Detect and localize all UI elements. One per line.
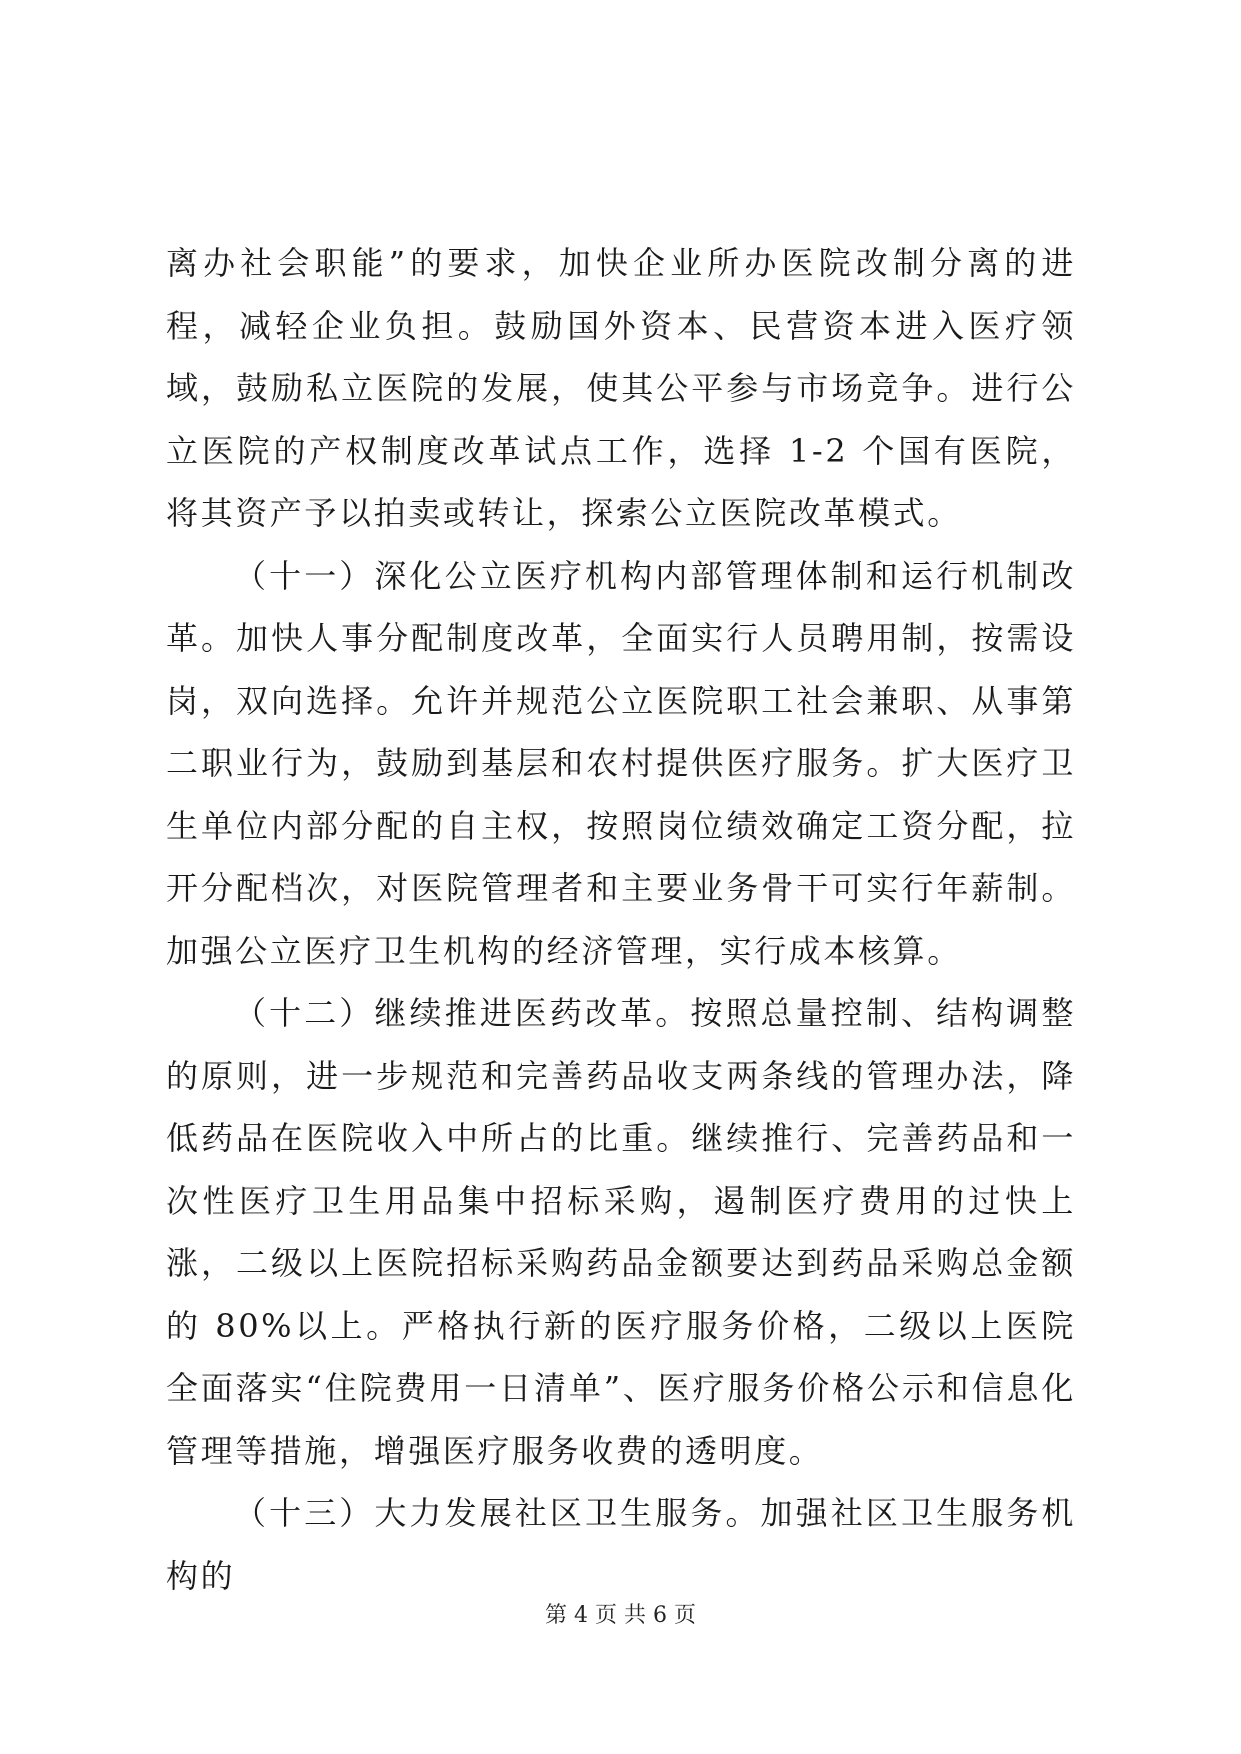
page-footer: 第 4 页 共 6 页 (545, 1603, 696, 1628)
paragraph-continued: 离办社会职能”的要求，加快企业所办医院改制分离的进程，减轻企业负担。鼓励国外资本、民营资本进入医疗领域，鼓励私立医院的发展，使其公平参与市场竞争。进行公立医院的产权制度改革试点工作，选择 1-2 个国有医院，将其资产予以拍卖或转让，探索公立医院改革模式。 (166, 244, 1076, 532)
paragraph-section-13: （十三）大力发展社区卫生服务。加强社区卫生服务机构的 (166, 1494, 1076, 1595)
paragraph-section-11: （十一）深化公立医疗机构内部管理体制和运行机制改革。加快人事分配制度改革，全面实行人员聘用制，按需设岗，双向选择。允许并规范公立医院职工社会兼职、从事第二职业行为，鼓励到基层和农村提供医疗服务。扩大医疗卫生单位内部分配的自主权，按照岗位绩效确定工资分配，拉开分配档次，对医院管理者和主要业务骨干可实行年薪制。加强公立医疗卫生机构的经济管理，实行成本核算。 (166, 556, 1076, 970)
paragraph-section-12: （十二）继续推进医药改革。按照总量控制、结构调整的原则，进一步规范和完善药品收支两条线的管理办法，降低药品在医院收入中所占的比重。继续推行、完善药品和一次性医疗卫生用品集中招标采购，遏制医疗费用的过快上涨，二级以上医院招标采购药品金额要达到药品采购总金额的 80%以上。严格执行新的医疗服务价格，二级以上医院全面落实“住院费用一日清单”、医疗服务价格公示和信息化管理等措施，增强医疗服务收费的透明度。 (166, 994, 1076, 1470)
document-body (166, 232, 1076, 1607)
